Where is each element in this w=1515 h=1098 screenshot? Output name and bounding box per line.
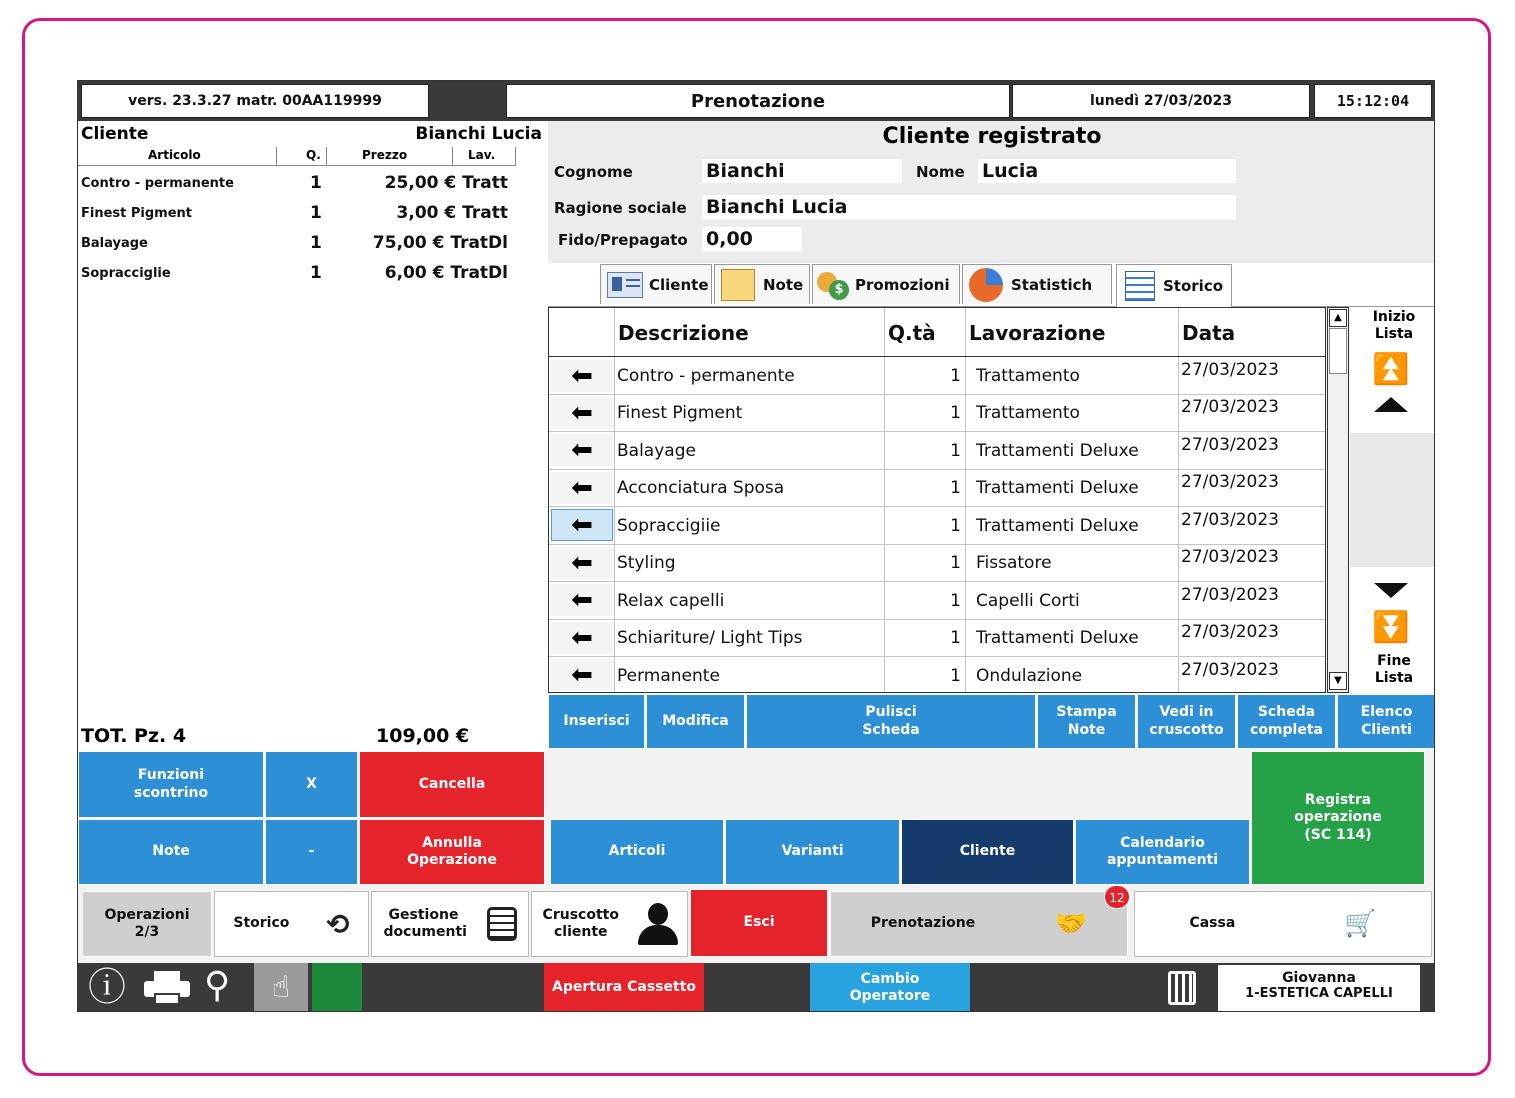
- add-to-receipt-button[interactable]: [551, 360, 613, 392]
- cliente-button[interactable]: Cliente: [901, 819, 1074, 885]
- row-qty: 1: [950, 666, 961, 686]
- minus-button[interactable]: -: [265, 819, 358, 885]
- arrow-left-icon: ⬅: [571, 473, 593, 503]
- row-description: Styling: [617, 553, 676, 573]
- cruscotto-cliente-button[interactable]: [531, 891, 688, 957]
- scroll-up-icon[interactable]: ▲: [1329, 309, 1347, 327]
- prenotazione-button[interactable]: [830, 891, 1128, 957]
- cognome-label: Cognome: [554, 163, 633, 181]
- row-description: Finest Pigment: [617, 403, 743, 423]
- gestione-documenti-button[interactable]: [371, 891, 529, 957]
- screen-title: Prenotazione: [506, 84, 1010, 118]
- calendario-appuntamenti-button[interactable]: Calendario appuntamenti: [1075, 819, 1250, 885]
- printer-icon[interactable]: [144, 971, 190, 1005]
- tab-storico[interactable]: [1116, 264, 1232, 307]
- cambio-operatore-button[interactable]: Cambio Operatore: [810, 963, 970, 1012]
- add-to-receipt-button[interactable]: [551, 659, 613, 691]
- row-date: 27/03/2023: [1181, 547, 1279, 567]
- tab-note-label: Note: [763, 275, 804, 294]
- scroll-thumb[interactable]: [1329, 328, 1347, 374]
- receipt-item-qty: 1: [310, 173, 322, 193]
- cancella-button[interactable]: Cancella: [359, 751, 545, 818]
- row-description: Contro - permanente: [617, 366, 795, 386]
- arrow-left-icon: ⬅: [571, 585, 593, 615]
- tab-statistiche-label: Statistich: [1011, 275, 1093, 294]
- row-qty: 1: [950, 553, 961, 573]
- receipt-header: [78, 147, 516, 166]
- arrow-left-icon: ⬅: [571, 660, 593, 690]
- registra-operazione-button[interactable]: Registra operazione (SC 114): [1251, 751, 1425, 885]
- articoli-button[interactable]: Articoli: [550, 819, 724, 885]
- prenotazione-label: Prenotazione: [870, 915, 976, 932]
- add-to-receipt-button[interactable]: [551, 397, 613, 429]
- arrow-left-icon: ⬅: [571, 361, 593, 391]
- pos-app-window: [77, 80, 1435, 1012]
- touch-icon[interactable]: ☝: [254, 963, 308, 1012]
- page-down-icon[interactable]: [1374, 583, 1408, 598]
- user-icon: [638, 903, 678, 945]
- row-lavorazione: Fissatore: [976, 553, 1052, 573]
- cruscotto-label: Cruscotto cliente: [542, 906, 619, 940]
- note-button[interactable]: Note: [78, 819, 264, 885]
- receipt-item-name: Sopracciglie: [81, 266, 171, 281]
- tab-statistiche[interactable]: [962, 264, 1112, 304]
- modifica-button[interactable]: Modifica: [646, 694, 745, 749]
- operazioni-button[interactable]: Operazioni 2/3: [82, 891, 212, 957]
- receipt-item-name: Finest Pigment: [81, 206, 193, 221]
- tab-note[interactable]: [714, 264, 810, 304]
- arrow-left-icon: ⬅: [571, 435, 593, 465]
- receipt-panel: [78, 121, 548, 751]
- documents-icon: [487, 907, 517, 941]
- esci-button[interactable]: Esci: [690, 889, 828, 957]
- row-date: 27/03/2023: [1181, 622, 1279, 642]
- id-card-icon: [607, 272, 643, 298]
- row-lavorazione: Trattamenti Deluxe: [976, 516, 1139, 536]
- history-table: [548, 307, 1326, 693]
- row-description: Sopraccigiie: [617, 516, 721, 536]
- add-to-receipt-button[interactable]: [551, 547, 613, 579]
- add-to-receipt-button[interactable]: [551, 472, 613, 504]
- arrow-left-icon: ⬅: [571, 623, 593, 653]
- header-data[interactable]: Data: [1182, 321, 1236, 345]
- fine-lista-label: Fine Lista: [1374, 653, 1414, 686]
- notification-badge: 12: [1104, 885, 1130, 909]
- row-lavorazione: Trattamenti Deluxe: [976, 441, 1139, 461]
- pulisci-scheda-button[interactable]: Pulisci Scheda: [746, 694, 1036, 749]
- cognome-field[interactable]: Bianchi: [702, 159, 902, 183]
- stampa-note-button[interactable]: Stampa Note: [1037, 694, 1136, 749]
- row-qty: 1: [950, 628, 961, 648]
- notepad-icon: [721, 269, 755, 301]
- row-qty: 1: [950, 516, 961, 536]
- tab-promozioni-label: Promozioni: [855, 275, 950, 294]
- row-lavorazione: Ondulazione: [976, 666, 1083, 686]
- handshake-icon: 🤝: [1054, 908, 1088, 939]
- col-q: Q.: [306, 148, 321, 162]
- add-to-receipt-button[interactable]: [551, 434, 613, 466]
- tab-promozioni[interactable]: [812, 264, 960, 304]
- client-panel: [548, 121, 1435, 263]
- operator-name: Giovanna: [1282, 970, 1356, 986]
- storico-label: Storico: [233, 915, 290, 932]
- receipt-item-name: Balayage: [81, 236, 148, 251]
- ragione-label: Ragione sociale: [554, 199, 687, 217]
- vedi-cruscotto-button[interactable]: Vedi in cruscotto: [1137, 694, 1236, 749]
- scroll-down-icon[interactable]: ▼: [1329, 672, 1347, 690]
- receipt-client-name: Bianchi Lucia: [415, 124, 542, 144]
- tab-cliente-label: Cliente: [649, 275, 709, 294]
- row-date: 27/03/2023: [1181, 360, 1279, 380]
- header-qta[interactable]: Q.tà: [888, 321, 936, 345]
- receipt-client-label: Cliente: [81, 124, 149, 144]
- receipt-item-qty: 1: [310, 233, 322, 253]
- header-descrizione[interactable]: Descrizione: [618, 321, 749, 345]
- version-label: vers. 23.3.27 matr. 00AA119999: [81, 84, 429, 118]
- status-bar: [78, 963, 1435, 1012]
- first-page-icon[interactable]: ⏫: [1372, 352, 1410, 387]
- list-icon: [1125, 271, 1155, 301]
- time-label: 15:12:04: [1314, 84, 1432, 118]
- x-button[interactable]: X: [265, 751, 358, 818]
- col-articolo: Articolo: [148, 148, 201, 162]
- tab-cliente[interactable]: [600, 264, 712, 304]
- cassa-label: Cassa: [1189, 915, 1236, 932]
- row-date: 27/03/2023: [1181, 472, 1279, 492]
- receipt-item-qty: 1: [310, 263, 322, 283]
- row-qty: 1: [950, 403, 961, 423]
- row-description: Schiariture/ Light Tips: [617, 628, 803, 648]
- cassa-button[interactable]: [1134, 891, 1432, 957]
- page-up-icon[interactable]: [1374, 397, 1408, 412]
- row-lavorazione: Capelli Corti: [976, 591, 1080, 611]
- funzioni-scontrino-button[interactable]: Funzioni scontrino: [78, 751, 264, 818]
- col-prezzo: Prezzo: [362, 148, 408, 162]
- annulla-operazione-button[interactable]: Annulla Operazione: [359, 819, 545, 885]
- col-lav: Lav.: [468, 148, 496, 162]
- row-lavorazione: Trattamenti Deluxe: [976, 628, 1139, 648]
- coins-icon: $: [817, 270, 851, 300]
- tab-storico-label: Storico: [1163, 277, 1224, 295]
- row-date: 27/03/2023: [1181, 585, 1279, 605]
- last-page-icon[interactable]: ⏬: [1372, 610, 1410, 645]
- row-lavorazione: Trattamenti Deluxe: [976, 478, 1139, 498]
- inizio-lista-label: Inizio Lista: [1372, 309, 1416, 342]
- date-label: lunedì 27/03/2023: [1012, 84, 1310, 118]
- total-amount: 109,00 €: [376, 725, 470, 747]
- row-date: 27/03/2023: [1181, 510, 1279, 530]
- gestione-label: Gestione documenti: [383, 906, 467, 940]
- add-to-receipt-button[interactable]: [551, 509, 613, 541]
- total-pieces: TOT. Pz. 4: [81, 725, 187, 747]
- row-description: Permanente: [617, 666, 720, 686]
- fido-label: Fido/Prepagato: [558, 231, 688, 249]
- receipt-item-qty: 1: [310, 203, 322, 223]
- arrow-left-icon: ⬅: [571, 398, 593, 428]
- row-qty: 1: [950, 441, 961, 461]
- add-to-receipt-button[interactable]: [551, 622, 613, 654]
- receipt-item-price: 6,00 € TratDl: [384, 263, 508, 283]
- receipt-item-name: Contro - permanente: [81, 176, 234, 191]
- row-description: Relax capelli: [617, 591, 725, 611]
- row-lavorazione: Trattamento: [976, 366, 1080, 386]
- info-icon[interactable]: ⓘ: [88, 965, 127, 1009]
- header-lavorazione[interactable]: Lavorazione: [969, 321, 1106, 345]
- cart-icon: 🛒: [1344, 908, 1377, 939]
- row-date: 27/03/2023: [1181, 660, 1279, 680]
- row-description: Acconciatura Sposa: [617, 478, 785, 498]
- top-bar: [78, 81, 1435, 121]
- row-date: 27/03/2023: [1181, 397, 1279, 417]
- ragione-field[interactable]: Bianchi Lucia: [702, 195, 1236, 219]
- elenco-clienti-button[interactable]: Elenco Clienti: [1337, 694, 1435, 749]
- status-indicator: [312, 963, 362, 1012]
- scheda-completa-button[interactable]: Scheda completa: [1237, 694, 1336, 749]
- arrow-left-icon: ⬅: [571, 510, 593, 540]
- calculator-icon[interactable]: [1168, 971, 1196, 1005]
- arrow-left-icon: ⬅: [571, 548, 593, 578]
- history-clock-icon: ⟲: [326, 907, 350, 941]
- pie-chart-icon: [969, 268, 1003, 302]
- storico-button[interactable]: [214, 891, 369, 957]
- side-nav: [1350, 307, 1435, 693]
- history-scrollbar[interactable]: [1327, 307, 1349, 693]
- row-qty: 1: [950, 366, 961, 386]
- receipt-item-price: 25,00 € Tratt: [384, 173, 508, 193]
- add-to-receipt-button[interactable]: [551, 584, 613, 616]
- operator-dept: 1-ESTETICA CAPELLI: [1245, 986, 1393, 1001]
- row-lavorazione: Trattamento: [976, 403, 1080, 423]
- nome-field[interactable]: Lucia: [978, 159, 1236, 183]
- row-qty: 1: [950, 478, 961, 498]
- nome-label: Nome: [916, 163, 965, 181]
- search-icon[interactable]: ⚲: [204, 965, 231, 1006]
- row-qty: 1: [950, 591, 961, 611]
- inserisci-button[interactable]: Inserisci: [548, 694, 645, 749]
- apertura-cassetto-button[interactable]: Apertura Cassetto: [544, 963, 704, 1012]
- client-panel-title: Cliente registrato: [882, 124, 1102, 149]
- receipt-item-price: 3,00 € Tratt: [396, 203, 508, 223]
- operator-box[interactable]: [1218, 965, 1420, 1011]
- varianti-button[interactable]: Varianti: [725, 819, 900, 885]
- side-nav-spacer: [1350, 433, 1435, 567]
- row-description: Balayage: [617, 441, 696, 461]
- fido-field[interactable]: 0,00: [702, 227, 802, 251]
- receipt-item-price: 75,00 € TratDl: [372, 233, 508, 253]
- row-date: 27/03/2023: [1181, 435, 1279, 455]
